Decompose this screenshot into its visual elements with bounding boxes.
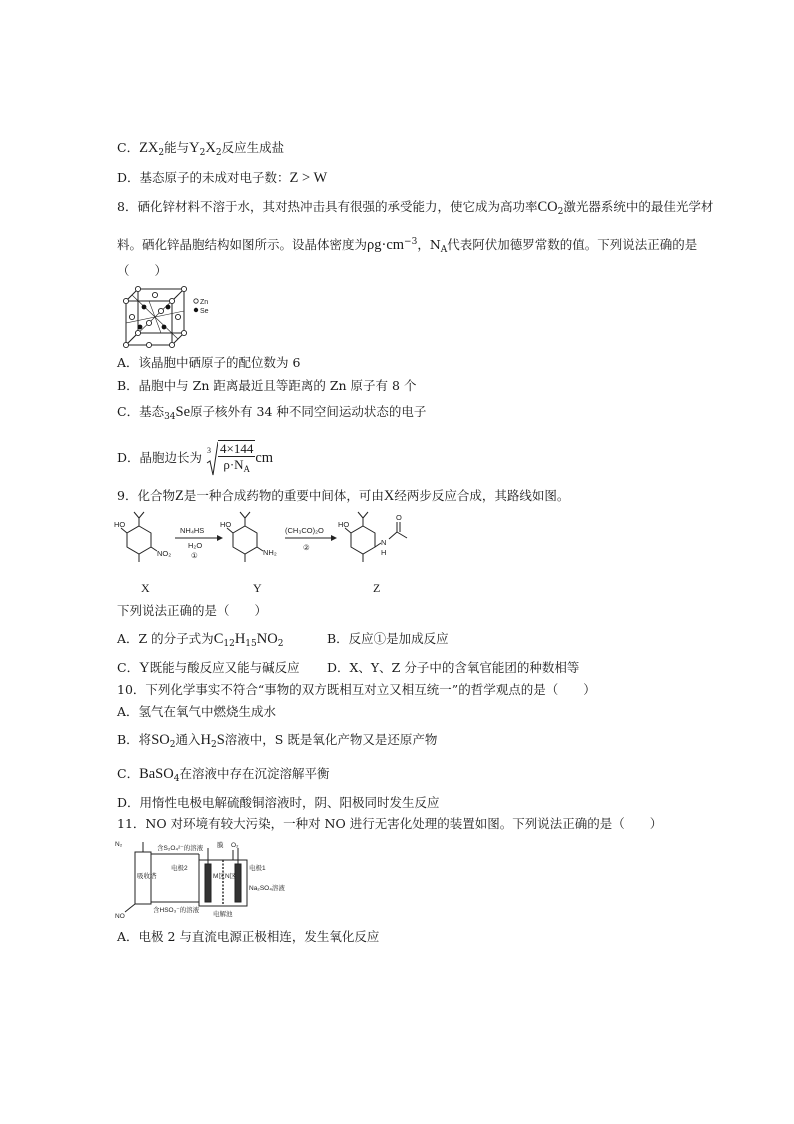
svg-text:(CH₃CO)₂O: (CH₃CO)₂O <box>285 526 324 535</box>
svg-text:H₂O: H₂O <box>188 541 203 550</box>
svg-text:N₂: N₂ <box>115 841 123 848</box>
svg-text:电极1: 电极1 <box>249 865 266 872</box>
legend-se: Se <box>200 308 209 315</box>
svg-text:O₂: O₂ <box>231 842 239 849</box>
q9-stem: 9．化合物Z是一种合成药物的重要中间体，可由X经两步反应合成，其路线如图。 <box>117 488 570 504</box>
svg-text:②: ② <box>303 543 310 552</box>
q10-option-a: A．氢气在氧气中燃烧生成水 <box>117 704 277 719</box>
q10-option-d: D．用惰性电极电解硫酸铜溶液时，阴、阳极同时发生反应 <box>117 795 440 810</box>
q10-option-c: C．BaSO$_4$在溶液中存在沉淀溶解平衡 <box>117 766 330 784</box>
crystal-cell-figure <box>116 283 216 353</box>
cube-root: 3 $\frac{4\times 144}{\rho\cdot N_A}$ <box>206 440 255 477</box>
q9-option-d: D．X、Y、Z 分子中的含氧官能团的种数相等 <box>327 660 580 675</box>
svg-text:HO: HO <box>220 520 232 529</box>
label-x: X <box>141 581 150 595</box>
q8-stem-line2: 料。硒化锌晶胞结构如图所示。设晶体密度为$\rho g\cdot cm^{-3}$，$N_A$代表阿伏加德罗常数的值。下列说法正确的是 <box>117 237 698 255</box>
label-y: Y <box>253 581 262 595</box>
legend-zn: Zn <box>200 299 209 306</box>
q11-stem: 11．NO 对环境有较大污染，一种对 NO 进行无害化处理的装置如图。下列说法正确的是（ ） <box>117 816 663 831</box>
svg-text:NH₂: NH₂ <box>263 548 277 557</box>
svg-text:O: O <box>396 513 402 522</box>
svg-text:Na₂SO₄溶液: Na₂SO₄溶液 <box>249 885 285 892</box>
svg-text:NO: NO <box>115 913 125 920</box>
q9-option-b: B．反应①是加成反应 <box>327 631 449 646</box>
q9-option-a: A．Z 的分子式为$C_{12}H_{15}NO_2$ <box>117 631 284 649</box>
svg-text:膜: 膜 <box>217 842 224 849</box>
svg-text:吸收塔: 吸收塔 <box>137 873 157 880</box>
svg-text:①: ① <box>191 551 198 560</box>
svg-text:电解池: 电解池 <box>213 911 233 918</box>
svg-text:含HSO₃⁻的溶液: 含HSO₃⁻的溶液 <box>153 907 200 914</box>
svg-text:N区: N区 <box>225 873 237 880</box>
q8-option-b: B．晶胞中与 Zn 距离最近且等距离的 Zn 原子有 8 个 <box>117 378 417 393</box>
synthesis-scheme <box>113 510 443 570</box>
q11-option-a: A．电极 2 与直流电源正极相连，发生氧化反应 <box>117 929 380 944</box>
q8-option-d: D．晶胞边长为 3 $\frac{4\times 144}{\rho\cdot N_A}$ cm <box>117 440 273 477</box>
q9-option-c: C．Y既能与酸反应又能与碱反应 <box>117 660 300 676</box>
electrolysis-apparatus-figure <box>113 838 303 920</box>
q10-option-b: B．将$SO_2$通入$H_2S$溶液中，S 既是氧化产物又是还原产物 <box>117 732 438 750</box>
svg-text:3: 3 <box>207 445 212 455</box>
label-z: Z <box>373 581 381 595</box>
q8-answer-paren: （ ） <box>117 263 168 278</box>
svg-text:N: N <box>381 538 387 547</box>
svg-text:NH₄HS: NH₄HS <box>180 526 205 535</box>
svg-text:HO: HO <box>114 520 126 529</box>
svg-text:M区: M区 <box>213 873 225 880</box>
svg-text:H: H <box>381 548 387 557</box>
svg-text:电极2: 电极2 <box>171 865 188 872</box>
q8-option-c: C．基态$_{34}$Se原子核外有 34 种不同空间运动状态的电子 <box>117 404 427 422</box>
svg-text:HO: HO <box>338 520 350 529</box>
q8-option-a: A．该晶胞中硒原子的配位数为 6 <box>117 355 301 370</box>
q10-stem: 10．下列化学事实不符合“事物的双方既相互对立又相互统一”的哲学观点的是（ ） <box>117 682 596 697</box>
q8-stem-line1: 8．硒化锌材料不溶于水，其对热冲击具有很强的承受能力，使它成为高功率$CO_2$激光器系统中的最佳光学材 <box>117 199 714 217</box>
svg-text:NO₂: NO₂ <box>157 549 172 558</box>
q7-option-c: C．$ZX_2$能与$Y_2X_2$反应生成盐 <box>117 140 285 158</box>
q9-prompt: 下列说法正确的是（ ） <box>117 603 268 618</box>
svg-text:含S₂O₄²⁻的溶液: 含S₂O₄²⁻的溶液 <box>157 845 204 852</box>
q7-option-d: D．基态原子的未成对电子数：Z > W <box>117 170 328 186</box>
